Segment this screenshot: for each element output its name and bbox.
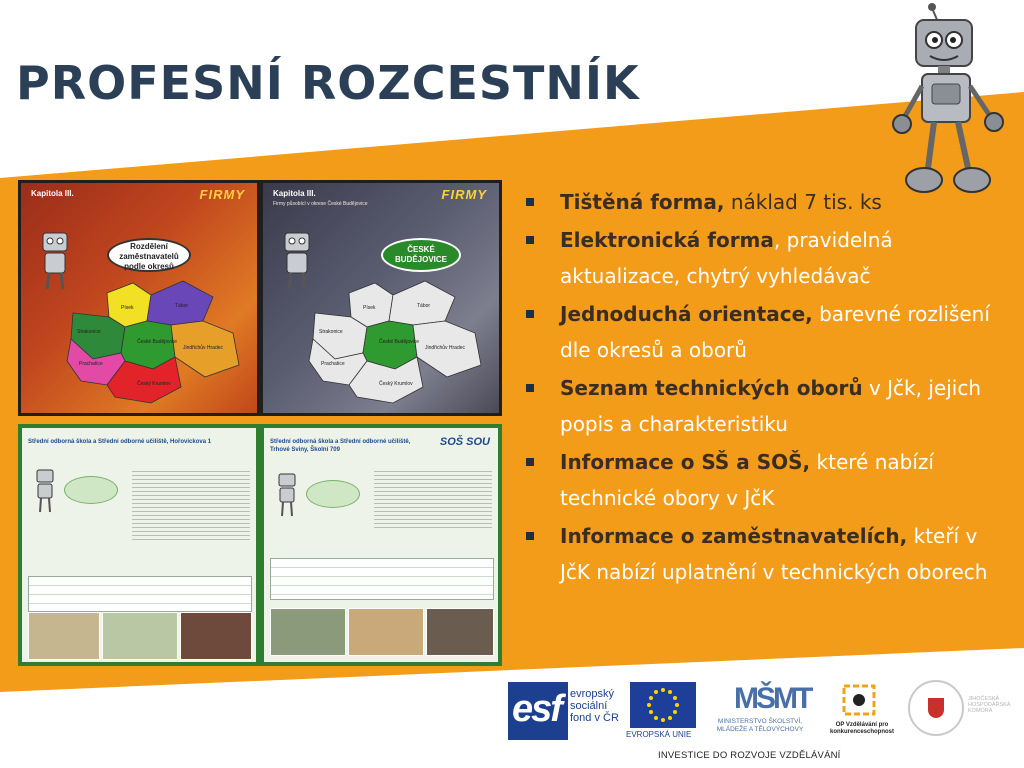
- page-intro: Firmy působící v okrese České Budějovice: [273, 201, 368, 207]
- school-photo: [102, 612, 178, 660]
- brochure-page-school-right: [264, 428, 498, 662]
- district-label: Jindřichův Hradec: [183, 345, 224, 351]
- chamber-logo: [908, 680, 1022, 740]
- list-item: Tištěná forma, náklad 7 tis. ks: [522, 184, 1012, 220]
- eu-flag-icon: [630, 682, 696, 728]
- school-table: [28, 576, 252, 612]
- msmt-logo: [704, 682, 814, 742]
- school-heading: Střední odborná škola a Střední odborné učiliště, Trhové Sviny, Školní 709: [270, 439, 411, 453]
- esf-text-line: evropský: [570, 688, 615, 700]
- feature-list: [522, 184, 1012, 592]
- district-map-highlighted: [305, 273, 491, 409]
- school-photo: [28, 612, 100, 660]
- esf-text-line: fond v ČR: [570, 712, 619, 724]
- school-oval: [306, 480, 360, 508]
- brochure-page-ceske-budejovice: [263, 183, 499, 413]
- list-item: Elektronická forma, pravidelná aktualizace, chytrý vyhledávač: [522, 222, 1012, 294]
- school-oval: [64, 476, 118, 504]
- list-item: Informace o zaměstnavatelích, kteří v JčK nabízí uplatnění v technických oborech: [522, 518, 1012, 590]
- esf-mark: esf: [512, 688, 561, 730]
- robot-icon: [30, 468, 60, 514]
- investment-slogan: INVESTICE DO ROZVOJE VZDĚLÁVÁNÍ: [658, 750, 841, 761]
- list-item: Seznam technických oborů v Jčk, jejich popis a charakteristiku: [522, 370, 1012, 442]
- section-label: FIRMY: [199, 187, 245, 202]
- district-label: Strakonice: [77, 329, 101, 335]
- school-description: [132, 468, 250, 542]
- district-label: Tábor: [417, 303, 431, 309]
- chamber-text: JIHOČESKÁ HOSPODÁŘSKÁ KOMORA: [968, 696, 1011, 714]
- school-description: [374, 468, 492, 528]
- msmt-mark: MŠMT: [734, 682, 811, 715]
- list-item: Jednoduchá orientace, barevné rozlišení dle okresů a oborů: [522, 296, 1012, 368]
- district-map-colored: [63, 273, 249, 409]
- district-label: Jindřichův Hradec: [425, 345, 466, 351]
- brochure-page-school-left: [22, 428, 256, 662]
- robot-mascot-icon: [892, 2, 1012, 198]
- funding-logos: [508, 680, 1024, 768]
- page-title: PROFESNÍ ROZCESTNÍK: [16, 56, 640, 110]
- opvk-logo: [824, 682, 898, 742]
- robot-icon: [272, 472, 302, 518]
- school-photo: [180, 612, 252, 660]
- opvk-icon: [840, 682, 880, 718]
- chapter-label: Kapitola III.: [273, 189, 316, 198]
- msmt-text: MINISTERSTVO ŠKOLSTVÍ, MLÁDEŽE A TĚLOVÝCHOVY: [716, 718, 804, 733]
- district-label: Strakonice: [319, 329, 343, 335]
- school-photo: [270, 608, 346, 656]
- esf-logo: [508, 682, 620, 738]
- district-label: Písek: [363, 305, 376, 311]
- school-heading: Střední odborná škola a Střední odborné učiliště, Hořovickova 1: [28, 439, 212, 445]
- speech-bubble: Rozdělení zaměstnavatelů podle okresů: [107, 238, 191, 272]
- esf-text-line: sociální: [570, 700, 608, 712]
- speech-bubble: ČESKÉ BUDĚJOVICE: [381, 238, 461, 272]
- chapter-label: Kapitola III.: [31, 189, 74, 198]
- brochure-page-districts: [21, 183, 257, 413]
- school-photo: [348, 608, 424, 656]
- district-label: Český Krumlov: [137, 381, 171, 387]
- district-label: Český Krumlov: [379, 381, 413, 387]
- district-label: Písek: [121, 305, 134, 311]
- brochure-spread-districts: [18, 180, 502, 416]
- district-label: Tábor: [175, 303, 189, 309]
- school-photo: [426, 608, 494, 656]
- chamber-emblem-icon: [908, 680, 964, 736]
- school-table: [270, 558, 494, 600]
- district-label: Prachatice: [321, 361, 345, 367]
- list-item: Informace o SŠ a SOŠ, které nabízí technické obory v JčK: [522, 444, 1012, 516]
- district-label: České Budějovice: [137, 339, 178, 345]
- section-label: FIRMY: [441, 187, 487, 202]
- brochure-spread-schools: [18, 424, 502, 666]
- sos-sou-logo: SOŠ SOU: [439, 436, 490, 448]
- district-label: České Budějovice: [379, 339, 420, 345]
- district-label: Prachatice: [79, 361, 103, 367]
- eu-label: EVROPSKÁ UNIE: [626, 730, 692, 739]
- opvk-text: OP Vzdělávání pro konkurenceschopnost: [829, 722, 894, 735]
